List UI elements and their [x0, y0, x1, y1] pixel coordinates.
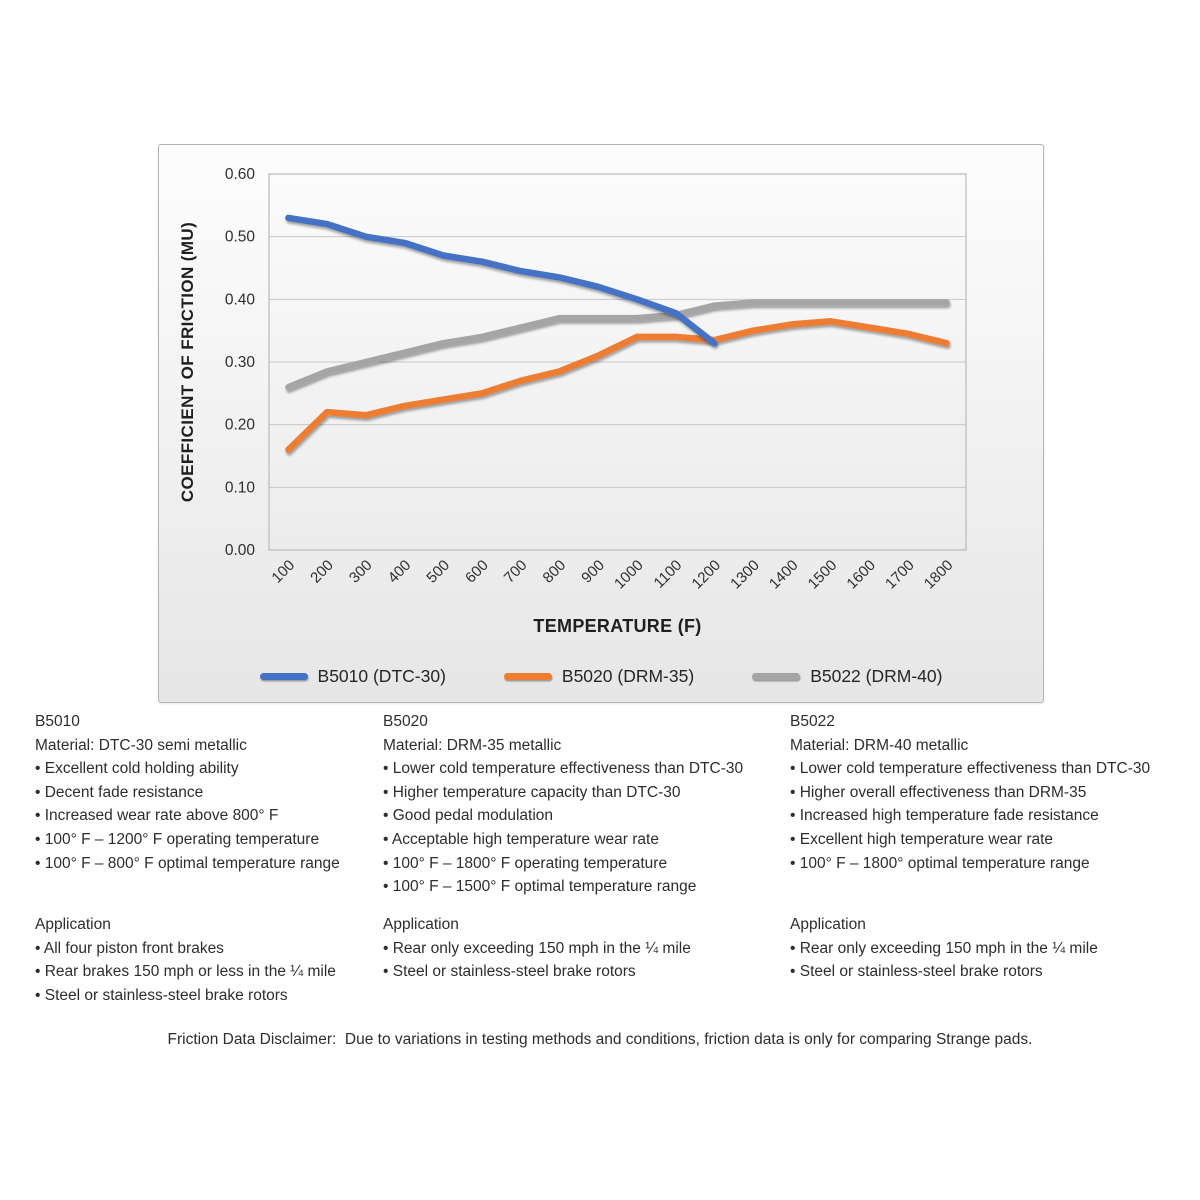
product-spec-line: Material: DRM-40 metallic — [790, 736, 969, 754]
legend-label: B5022 (DRM-40) — [810, 665, 943, 686]
x-tick-label: 1700 — [882, 556, 918, 593]
application-heading: Application — [383, 916, 459, 933]
application-line: • Rear brakes 150 mph or less in the ¼ mile — [35, 963, 336, 981]
product-spec-line: Material: DRM-35 metallic — [383, 736, 562, 754]
application-heading: Application — [35, 916, 111, 933]
product-spec-line: • 100° F – 1800° optimal temperature range — [790, 854, 1090, 872]
legend-label: B5010 (DTC-30) — [317, 665, 446, 686]
y-tick-label: 0.60 — [224, 166, 255, 183]
legend-swatch-b5022-drm-40 — [752, 673, 800, 680]
x-tick-label: 900 — [578, 556, 608, 587]
application-heading: Application — [790, 916, 866, 933]
application-line: • Steel or stainless-steel brake rotors — [35, 986, 288, 1004]
x-tick-label: 800 — [539, 556, 570, 587]
product-code: B5020 — [383, 713, 428, 730]
product-spec-line: Material: DTC-30 semi metallic — [35, 736, 247, 754]
product-spec-line: • Lower cold temperature effectiveness than DTC-30 — [383, 760, 744, 778]
product-spec-line: • Good pedal modulation — [383, 807, 554, 825]
legend-label: B5020 (DRM-35) — [561, 665, 695, 686]
friction-data-disclaimer: Friction Data Disclaimer: Due to variations in testing methods and conditions, friction data is only for comparing Strange pads. — [167, 1031, 1033, 1048]
application-line: • Steel or stainless-steel brake rotors — [790, 963, 1043, 981]
x-tick-label: 1600 — [843, 556, 880, 593]
x-tick-label: 1100 — [650, 556, 686, 592]
product-spec-line: • Excellent cold holding ability — [35, 760, 239, 778]
application-line: • All four piston front brakes — [35, 939, 224, 957]
x-tick-label: 700 — [500, 556, 531, 587]
product-spec-line: • Lower cold temperature effectiveness than DTC-30 — [790, 760, 1151, 778]
product-spec-line: • Decent fade resistance — [35, 783, 204, 801]
legend-swatch-b5020-drm-35 — [504, 673, 552, 680]
legend-item-b5022-drm-40 — [752, 666, 942, 687]
legend-item-b5020-drm-35 — [504, 666, 694, 687]
x-tick-label: 400 — [384, 556, 415, 587]
product-info-column-b5010 — [35, 710, 340, 875]
x-tick-label: 1000 — [611, 556, 647, 593]
friction-chart-panel — [158, 144, 1044, 703]
y-tick-label: 0.10 — [224, 479, 255, 497]
product-code: B5010 — [35, 713, 80, 730]
x-tick-label: 1200 — [688, 556, 725, 593]
x-tick-label: 1800 — [920, 556, 957, 593]
x-tick-label: 100 — [268, 556, 299, 587]
x-axis-title: TEMPERATURE (F) — [533, 616, 702, 636]
product-spec-line: • Excellent high temperature wear rate — [790, 830, 1054, 848]
application-line: • Rear only exceeding 150 mph in the ¼ mile — [383, 939, 691, 957]
application-line: • Rear only exceeding 150 mph in the ¼ mile — [790, 939, 1098, 957]
y-tick-label: 0.50 — [224, 228, 255, 246]
x-tick-label: 1500 — [804, 556, 841, 593]
application-column-b5022 — [790, 913, 1098, 984]
chart-legend — [159, 659, 1043, 693]
x-tick-label: 1300 — [727, 556, 763, 593]
product-spec-line: • Higher overall effectiveness than DRM-35 — [790, 783, 1087, 801]
product-spec-line: • Increased wear rate above 800° F — [35, 807, 279, 825]
product-spec-line: • Acceptable high temperature wear rate — [383, 830, 659, 848]
product-code: B5022 — [790, 713, 835, 730]
legend-item-b5010-dtc-30 — [260, 666, 446, 687]
x-tick-label: 600 — [462, 556, 492, 587]
product-spec-line: • 100° F – 1800° F operating temperature — [383, 854, 668, 872]
product-spec-line: • 100° F – 1200° F operating temperature — [35, 830, 320, 848]
x-tick-label: 500 — [423, 556, 454, 587]
product-spec-line: • 100° F – 800° F optimal temperature range — [35, 854, 340, 872]
y-tick-label: 0.00 — [224, 542, 255, 559]
x-tick-label: 300 — [345, 556, 376, 587]
product-spec-line: • 100° F – 1500° F optimal temperature range — [383, 878, 697, 896]
application-column-b5010 — [35, 913, 336, 1007]
application-line: • Steel or stainless-steel brake rotors — [383, 963, 636, 981]
product-info-column-b5020 — [383, 710, 743, 899]
application-column-b5020 — [383, 913, 691, 984]
y-tick-label: 0.40 — [224, 291, 255, 309]
y-axis-title: COEFFICIENT OF FRICTION (MU) — [178, 221, 197, 503]
y-tick-label: 0.30 — [224, 354, 255, 371]
y-tick-label: 0.20 — [224, 416, 255, 434]
product-info-column-b5022 — [790, 710, 1150, 875]
product-spec-line: • Increased high temperature fade resistance — [790, 807, 1099, 825]
x-tick-label: 1400 — [765, 556, 802, 593]
x-tick-label: 200 — [307, 556, 337, 587]
product-spec-line: • Higher temperature capacity than DTC-30 — [383, 783, 681, 801]
legend-swatch-b5010-dtc-30 — [260, 673, 308, 680]
friction-chart — [159, 145, 1043, 702]
